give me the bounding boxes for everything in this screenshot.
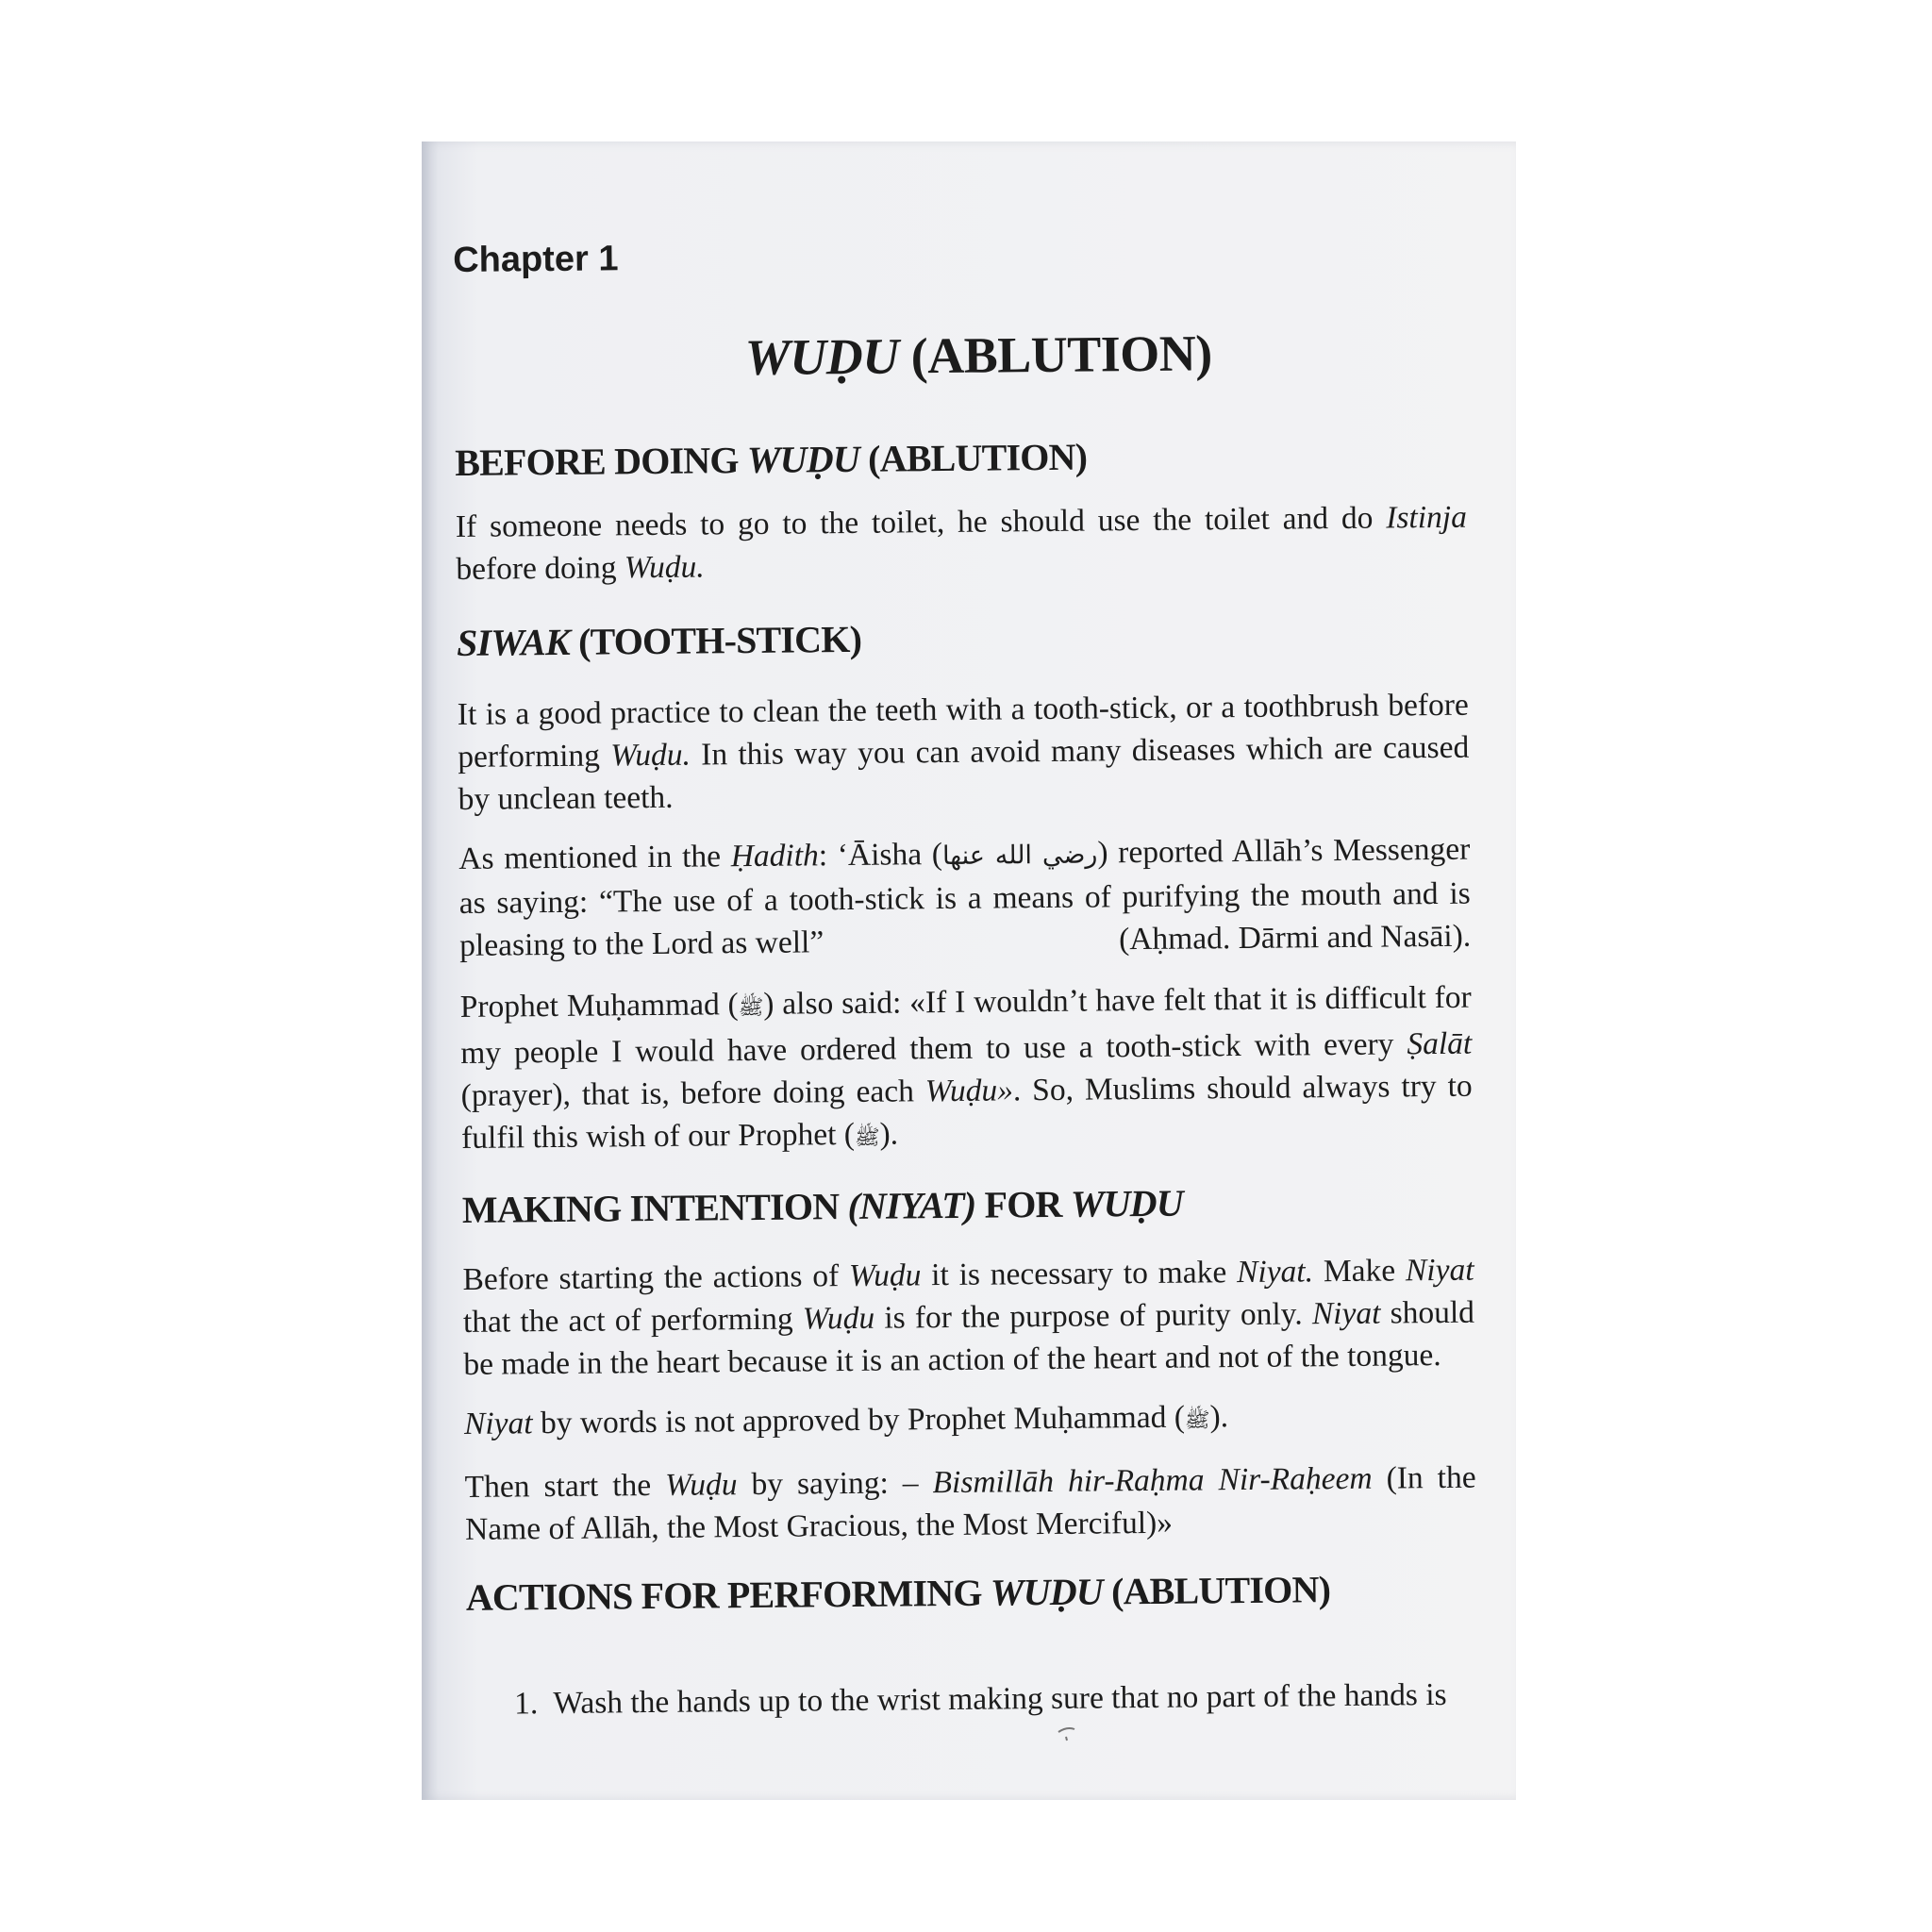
text-run: that the act of performing [462,1301,804,1340]
text-run-italic: Wuḍu [848,1257,922,1294]
text-run-italic: Wuḍu. [624,549,705,586]
heading-text: BEFORE DOING [455,439,748,484]
text-run: by words is not approved by Prophet Muḥammad ( [532,1399,1186,1441]
heading-before-wudu [455,431,1466,485]
pbuh-symbol: ﷺ [1184,1408,1210,1433]
heading-text: (TOOTH-STICK) [569,617,862,663]
heading-text: ACTIONS FOR PERFORMING [465,1571,991,1619]
text-run-italic: Niyat [463,1406,533,1441]
paragraph-intention-words [464,1393,1475,1449]
text-run-italic: Bismillāh hir-Raḥma Nir-Raḥeem [932,1460,1373,1501]
text-run: Before starting the actions of [462,1258,850,1297]
text-run: As mentioned in the [458,839,731,876]
text-run: 1. Wash the hands up to the wrist making sure that no part of the hands is [513,1676,1447,1722]
chapter-title-rest: (ABLUTION) [898,325,1212,385]
text-run: it is necessary to make [921,1255,1238,1293]
paragraph-siwak-prophet [460,976,1474,1163]
heading-text-italic: WUḌU [1070,1181,1184,1225]
text-run: Make [1312,1253,1407,1290]
paragraph-intention-niyat [462,1249,1474,1386]
text-run: In this way you can avoid many diseases which are caused by unclean teeth. [458,729,1470,817]
text-run-italic: Istinja [1386,499,1468,536]
hadith-citation: (Aḥmad. Dārmi and Nasāi). [1118,918,1472,958]
chapter-title-italic: WUḌU [744,327,899,387]
text-run: : ‘Āisha ( [818,837,943,874]
heading-text-italic: SIWAK [456,620,571,664]
page-content [453,231,1478,1768]
list-item-wash-hands [466,1631,1478,1768]
heading-text: FOR [975,1182,1072,1226]
pbuh-symbol: ﷺ [738,995,764,1021]
text-run: (In the Name of Allāh, the Most Gracious, the Most Merciful)» [464,1459,1476,1547]
text-run: (prayer), that is, before doing each [460,1074,925,1113]
heading-text: (ABLUTION) [858,435,1088,480]
text-run: is for the purpose of purity only. [874,1296,1313,1336]
text-run: ) reported Allāh’s Messenger as saying: “The use of a tooth-stick is a means of purifying the mouth and is pleasing to the Lord as well” [458,831,1471,963]
text-run-italic: Ḥadith [730,838,819,874]
text-run-italic: Wuḍu» [924,1073,1014,1109]
text-run-italic: Wuḍu [664,1467,738,1503]
text-run: by saying: – [737,1465,933,1503]
paragraph-before-wudu [456,496,1468,591]
heading-text: (ABLUTION) [1102,1568,1331,1613]
text-run: . So, Muslims should always try to fulfil this wish of our Prophet ( [460,1068,1473,1156]
paragraph-siwak-hadith [458,828,1471,967]
chapter-label: Chapter 1 [453,239,619,280]
heading-text: MAKING INTENTION [461,1185,848,1231]
text-run-italic: Niyat [1405,1252,1474,1289]
paragraph-siwak-practice [458,684,1470,821]
book-page [422,142,1516,1800]
heading-siwak [457,611,1468,665]
text-run: before doing [456,550,625,587]
text-run: ) also said: «If I wouldn’t have felt that it is difficult for my people I would have ordered them to use a tooth-stick with every [460,979,1472,1071]
text-run: ). [1209,1399,1229,1435]
text-run-italic: Niyat [1311,1295,1381,1332]
text-run-italic: Niyat. [1236,1254,1314,1291]
pbuh-symbol: ﷺ [854,1125,880,1150]
heading-text-italic: WUḌU [746,437,860,482]
text-run-italic: Wuḍu. [610,737,691,774]
heading-making-intention [462,1178,1474,1232]
heading-text-italic: (NIYAT) [847,1183,976,1228]
text-run: It is a good practice to clean the teeth with a tooth-stick, or a toothbrush before performing [457,687,1469,774]
text-run: should be made in the heart because it is an action of the heart and not of the tongue. [463,1294,1475,1382]
arabic-phrase: رضي الله عنها [941,840,1098,872]
heading-actions-wudu [466,1566,1477,1620]
text-run: ). [879,1116,899,1152]
chapter-title [454,322,1466,437]
text-run: Prophet Muḥammad ( [459,987,739,1024]
footer-mark-icon [1056,1724,1078,1747]
paragraph-intention-bismillah [464,1457,1476,1551]
heading-text-italic: WUḌU [990,1570,1104,1614]
text-run-italic: Ṣalāt [1407,1025,1473,1062]
text-run: Then start the [464,1467,666,1505]
text-run-italic: Wuḍu [802,1300,875,1337]
text-run: If someone needs to go to the toilet, he should use the toilet and do [455,500,1387,544]
